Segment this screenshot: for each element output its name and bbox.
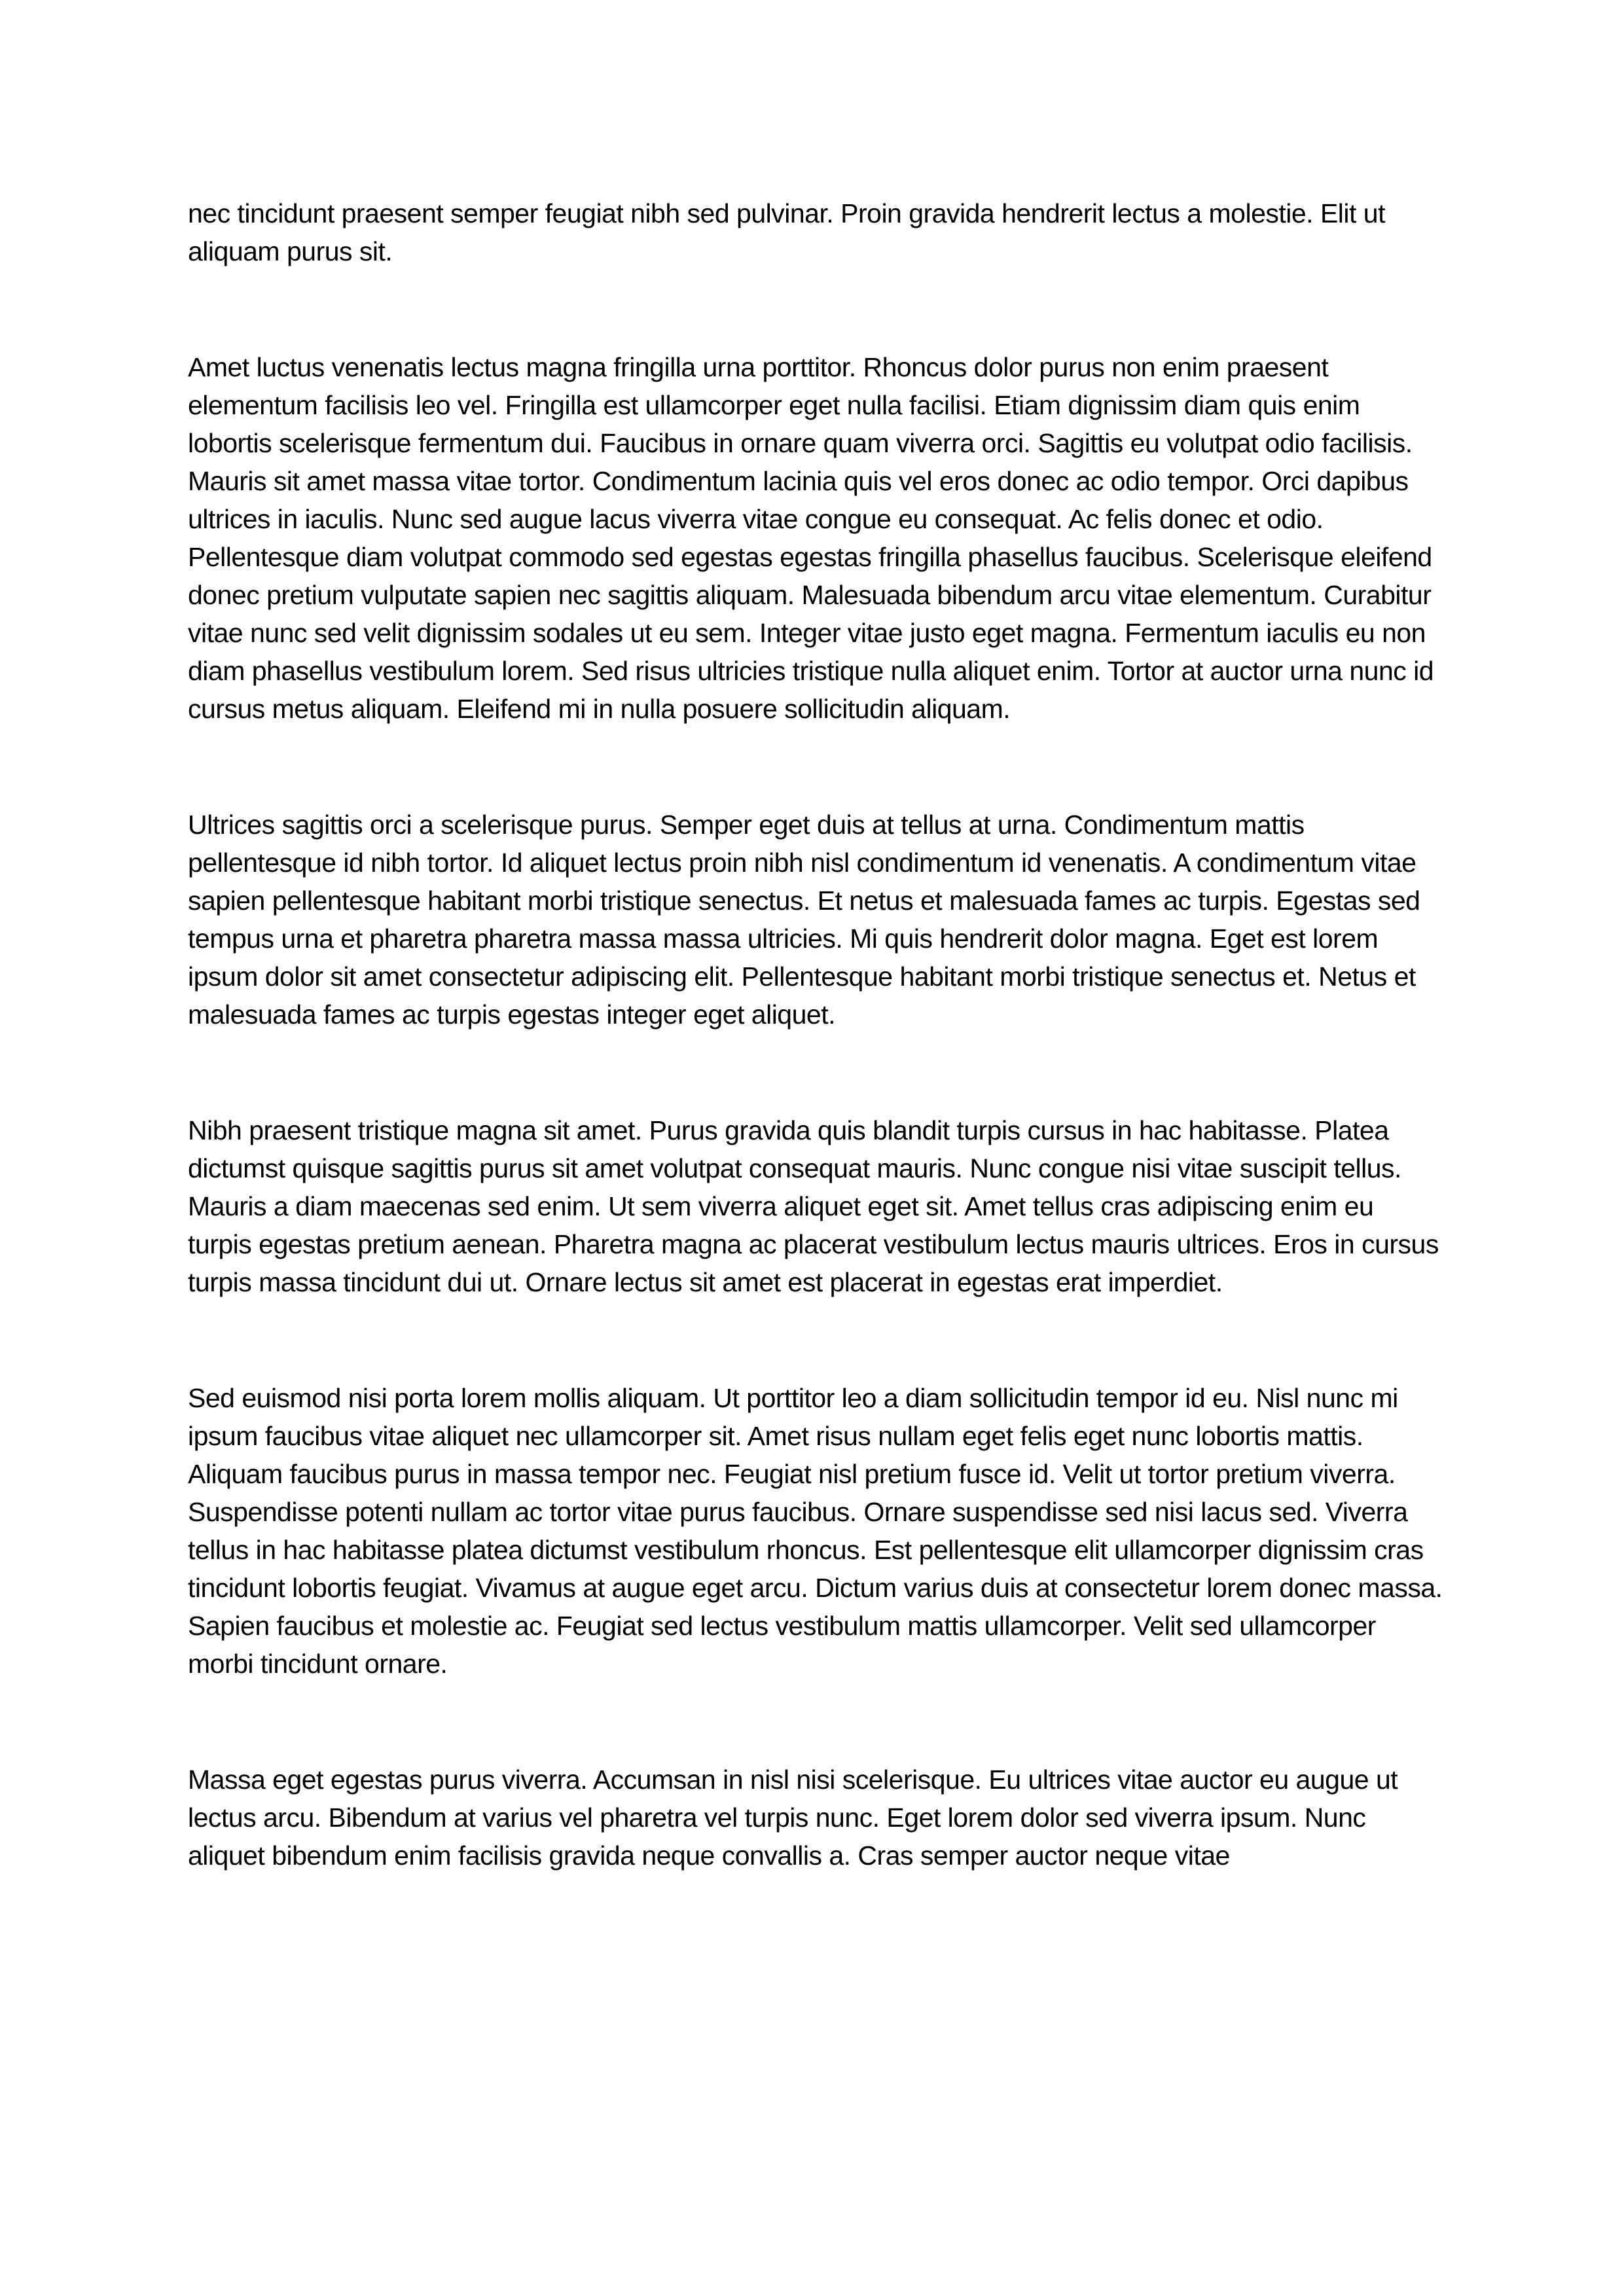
paragraph-3: Ultrices sagittis orci a scelerisque purus. Semper eget duis at tellus at urna. Condimentum mattis pellentesque id nibh tortor. Id aliquet lectus proin nibh nisl condimentum id venenatis. A condimentum vitae sapien pellentesque habitant morbi tristique senectus. Et netus et malesuada fames ac turpis. Egestas sed tempus urna et pharetra pharetra massa massa ultricies. Mi quis hendrerit dolor magna. Eget est lorem ipsum dolor sit amet consectetur adipiscing elit. Pellentesque habitant morbi tristique senectus et. Netus et malesuada fames ac turpis egestas integer eget aliquet. — [188, 810, 1420, 1030]
paragraph-5: Sed euismod nisi porta lorem mollis aliquam. Ut porttitor leo a diam sollicitudin tempor id eu. Nisl nunc mi ipsum faucibus vitae aliquet nec ullamcorper sit. Amet risus nullam eget felis eget nunc lobortis mattis. Aliquam faucibus purus in massa tempor nec. Feugiat nisl pretium fusce id. Velit ut tortor pretium viverra. Suspendisse potenti nullam ac tortor vitae purus faucibus. Ornare suspendisse sed nisi lacus sed. Viverra tellus in hac habitasse platea dictumst vestibulum rhoncus. Est pellentesque elit ullamcorper dignissim cras tincidunt lobortis feugiat. Vivamus at augue eget arcu. Dictum varius duis at consectetur lorem donec massa. Sapien faucibus et molestie ac. Feugiat sed lectus vestibulum mattis ullamcorper. Velit sed ullamcorper morbi tincidunt ornare. — [188, 1383, 1443, 1679]
paragraph-6: Massa eget egestas purus viverra. Accumsan in nisl nisi scelerisque. Eu ultrices vitae auctor eu augue ut lectus arcu. Bibendum at varius vel pharetra vel turpis nunc. Eget lorem dolor sed viverra ipsum. Nunc aliquet bibendum enim facilisis gravida neque convallis a. Cras semper auctor neque vitae — [188, 1765, 1398, 1871]
paragraph-2: Amet luctus venenatis lectus magna fringilla urna porttitor. Rhoncus dolor purus non enim praesent elementum facilisis leo vel. Fringilla est ullamcorper eget nulla facilisi. Etiam dignissim diam quis enim lobortis scelerisque fermentum dui. Faucibus in ornare quam viverra orci. Sagittis eu volutpat odio facilisis. Mauris sit amet massa vitae tortor. Condimentum lacinia quis vel eros donec ac odio tempor. Orci dapibus ultrices in iaculis. Nunc sed augue lacus viverra vitae congue eu consequat. Ac felis donec et odio. Pellentesque diam volutpat commodo sed egestas egestas fringilla phasellus faucibus. Scelerisque eleifend donec pretium vulputate sapien nec sagittis aliquam. Malesuada bibendum arcu vitae elementum. Curabitur vitae nunc sed velit dignissim sodales ut eu sem. Integer vitae justo eget magna. Fermentum iaculis eu non diam phasellus vestibulum lorem. Sed risus ultricies tristique nulla aliquet enim. Tortor at auctor urna nunc id cursus metus aliquam. Eleifend mi in nulla posuere sollicitudin aliquam. — [188, 352, 1434, 724]
paragraph-1: nec tincidunt praesent semper feugiat nibh sed pulvinar. Proin gravida hendrerit lectus a molestie. Elit ut aliquam purus sit. — [188, 198, 1385, 266]
paragraph-4: Nibh praesent tristique magna sit amet. Purus gravida quis blandit turpis cursus in hac habitasse. Platea dictumst quisque sagittis purus sit amet volutpat consequat mauris. Nunc congue nisi vitae suscipit tellus. Mauris a diam maecenas sed enim. Ut sem viverra aliquet eget sit. Amet tellus cras adipiscing enim eu turpis egestas pretium aenean. Pharetra magna ac placerat vestibulum lectus mauris ultrices. Eros in cursus turpis massa tincidunt dui ut. Ornare lectus sit amet est placerat in egestas erat imperdiet. — [188, 1115, 1439, 1297]
